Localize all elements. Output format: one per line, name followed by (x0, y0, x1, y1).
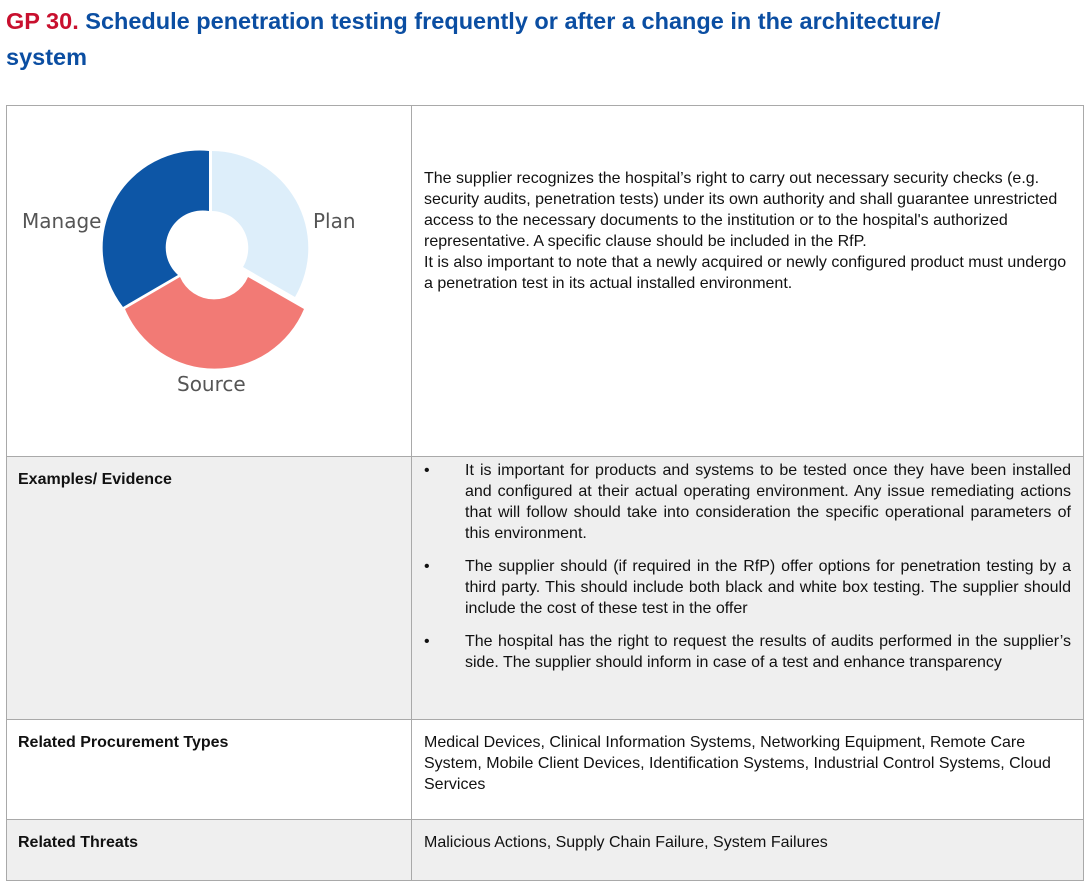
intro-paragraph: It is also important to note that a newly acquired or newly configured product must undergo a penetration test in its actual installed environment. (424, 254, 1067, 292)
cycle-segment-source (125, 277, 304, 369)
cycle-label-manage: Manage (22, 209, 102, 233)
intro-text-cell (412, 106, 1084, 457)
cycle-label-source: Source (177, 372, 246, 396)
practice-code: GP 30 (6, 8, 73, 34)
threats-label: Related Threats (7, 820, 412, 881)
examples-row (7, 457, 1084, 720)
page-title (6, 3, 1006, 75)
bullet: • (424, 462, 430, 479)
cycle-segment-plan (212, 151, 308, 297)
cycle-diagram-cell (7, 106, 412, 457)
practice-code-separator: . (72, 8, 79, 34)
list-item (424, 460, 1071, 544)
intro-paragraph: The supplier recognizes the hospital’s right to carry out necessary security checks (e.g. security audits, penetration tests) under its own authority and shall guarantee unrestricted access to the necessary documents to the institution or to the hospital's authorized representative. A specific clause should be included in the RfP. (424, 170, 1058, 250)
threats-row (7, 820, 1084, 881)
procurement-types-value: Medical Devices, Clinical Information Systems, Networking Equipment, Remote Care System, Mobile Client Devices, Identification Systems, Industrial Control Systems, Cloud Services (412, 720, 1084, 820)
examples-label: Examples/ Evidence (7, 457, 412, 720)
practice-title: Schedule penetration testing frequently or after a change in the architecture/ system (6, 8, 941, 70)
list-item (424, 631, 1071, 673)
list-item-text: The supplier should (if required in the RfP) offer options for penetration testing by a third party. This should include both black and white box testing. The supplier should include the cost of these test in the offer (465, 558, 1071, 617)
practice-table (6, 105, 1084, 881)
cycle-label-plan: Plan (313, 209, 356, 233)
bullet: • (424, 633, 430, 650)
examples-list (424, 460, 1071, 673)
list-item-text: The hospital has the right to request the results of audits performed in the supplier’s side. The supplier should inform in case of a test and enhance transparency (465, 633, 1071, 671)
threats-value: Malicious Actions, Supply Chain Failure, System Failures (412, 820, 1084, 881)
list-item (424, 556, 1071, 619)
plan-source-manage-cycle-diagram (7, 137, 410, 425)
examples-cell (412, 457, 1084, 720)
list-item-text: It is important for products and systems to be tested once they have been installed and configured at their actual operating environment. Any issue remediating actions that will follow should take into consideration the specific operational parameters of this environment. (465, 462, 1071, 542)
intro-row (7, 106, 1084, 457)
cycle-segment-manage (103, 151, 209, 307)
bullet: • (424, 558, 430, 575)
procurement-types-label: Related Procurement Types (7, 720, 412, 820)
